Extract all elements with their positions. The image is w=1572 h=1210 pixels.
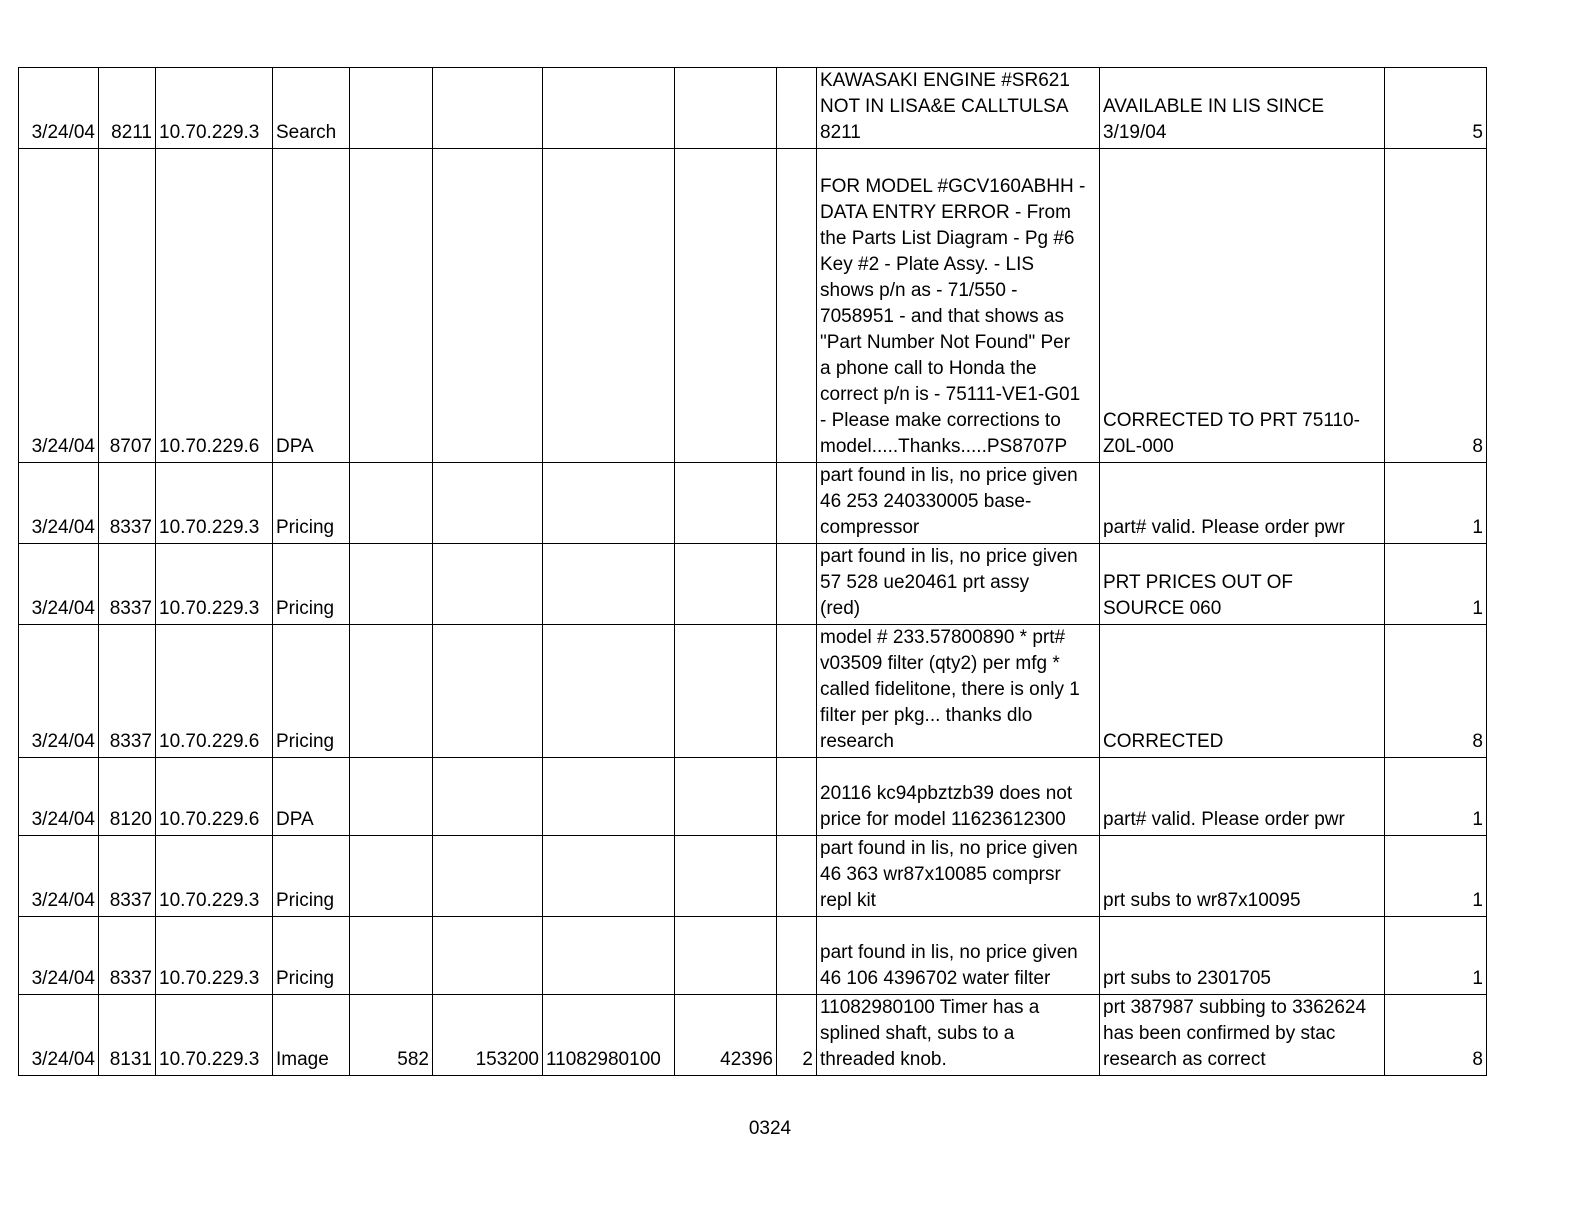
code-cell: 1 xyxy=(1385,758,1487,836)
col8-cell xyxy=(675,917,777,995)
col6-cell xyxy=(433,149,543,463)
issue-cell: part found in lis, no price given 46 106 4396702 water filter xyxy=(817,917,1100,995)
table-row xyxy=(19,758,1487,836)
col6-cell xyxy=(433,544,543,625)
id-cell: 8131 xyxy=(99,995,156,1076)
table-row xyxy=(19,995,1487,1076)
id-cell: 8337 xyxy=(99,917,156,995)
resolution-cell: part# valid. Please order pwr xyxy=(1100,758,1385,836)
col8-cell xyxy=(675,836,777,917)
col9-cell xyxy=(777,917,817,995)
type-cell: Search xyxy=(273,68,350,149)
col5-cell xyxy=(350,68,433,149)
table-row xyxy=(19,463,1487,544)
col8-cell xyxy=(675,758,777,836)
type-cell: Pricing xyxy=(273,544,350,625)
col6-cell xyxy=(433,463,543,544)
col8-cell xyxy=(675,463,777,544)
col9-cell xyxy=(777,836,817,917)
table-row xyxy=(19,917,1487,995)
col6-cell: 153200 xyxy=(433,995,543,1076)
table-row xyxy=(19,68,1487,149)
type-cell: Pricing xyxy=(273,917,350,995)
table-row xyxy=(19,836,1487,917)
id-cell: 8120 xyxy=(99,758,156,836)
issue-cell: 20116 kc94pbztzb39 does not price for model 11623612300 xyxy=(817,758,1100,836)
code-cell: 8 xyxy=(1385,625,1487,758)
date-cell: 3/24/04 xyxy=(19,836,99,917)
ip-cell: 10.70.229.6 xyxy=(156,758,273,836)
table-row xyxy=(19,625,1487,758)
id-cell: 8337 xyxy=(99,463,156,544)
issue-cell: FOR MODEL #GCV160ABHH - DATA ENTRY ERROR - From the Parts List Diagram - Pg #6 Key #2 - Plate Assy. - LIS shows p/n as - 71/550 - 7058951 - and that shows as "Part Number Not Found" Per a phone call to Honda the correct p/n is - 75111-VE1-G01 - Please make corrections to model.....Thanks.....PS8707P xyxy=(817,149,1100,463)
col5-cell xyxy=(350,625,433,758)
code-cell: 1 xyxy=(1385,917,1487,995)
col8-cell xyxy=(675,68,777,149)
code-cell: 1 xyxy=(1385,544,1487,625)
col6-cell xyxy=(433,68,543,149)
issue-cell: part found in lis, no price given 57 528 ue20461 prt assy (red) xyxy=(817,544,1100,625)
code-cell: 8 xyxy=(1385,995,1487,1076)
log-table xyxy=(18,67,1487,1076)
resolution-cell: prt subs to wr87x10095 xyxy=(1100,836,1385,917)
date-cell: 3/24/04 xyxy=(19,463,99,544)
id-cell: 8337 xyxy=(99,836,156,917)
code-cell: 8 xyxy=(1385,149,1487,463)
ip-cell: 10.70.229.3 xyxy=(156,836,273,917)
type-cell: Pricing xyxy=(273,836,350,917)
resolution-cell: CORRECTED xyxy=(1100,625,1385,758)
ip-cell: 10.70.229.6 xyxy=(156,149,273,463)
col6-cell xyxy=(433,758,543,836)
col8-cell: 42396 xyxy=(675,995,777,1076)
resolution-cell: PRT PRICES OUT OF SOURCE 060 xyxy=(1100,544,1385,625)
col5-cell xyxy=(350,836,433,917)
issue-cell: 11082980100 Timer has a splined shaft, subs to a threaded knob. xyxy=(817,995,1100,1076)
col8-cell xyxy=(675,149,777,463)
id-cell: 8211 xyxy=(99,68,156,149)
col7-cell xyxy=(543,463,675,544)
col7-cell xyxy=(543,544,675,625)
id-cell: 8707 xyxy=(99,149,156,463)
col6-cell xyxy=(433,625,543,758)
type-cell: Image xyxy=(273,995,350,1076)
id-cell: 8337 xyxy=(99,625,156,758)
col5-cell xyxy=(350,917,433,995)
resolution-cell: part# valid. Please order pwr xyxy=(1100,463,1385,544)
col9-cell xyxy=(777,758,817,836)
col6-cell xyxy=(433,836,543,917)
page-number: 0324 xyxy=(748,1118,792,1139)
col7-cell xyxy=(543,758,675,836)
issue-cell: part found in lis, no price given 46 253 240330005 base- compressor xyxy=(817,463,1100,544)
type-cell: DPA xyxy=(273,149,350,463)
col5-cell xyxy=(350,758,433,836)
ip-cell: 10.70.229.3 xyxy=(156,995,273,1076)
ip-cell: 10.70.229.3 xyxy=(156,68,273,149)
resolution-cell: CORRECTED TO PRT 75110- Z0L-000 xyxy=(1100,149,1385,463)
ip-cell: 10.70.229.6 xyxy=(156,625,273,758)
issue-cell: model # 233.57800890 * prt# v03509 filter (qty2) per mfg * called fidelitone, there is only 1 filter per pkg... thanks dlo research xyxy=(817,625,1100,758)
col9-cell xyxy=(777,463,817,544)
col5-cell xyxy=(350,463,433,544)
col9-cell xyxy=(777,625,817,758)
code-cell: 5 xyxy=(1385,68,1487,149)
col5-cell xyxy=(350,149,433,463)
col7-cell: 11082980100 xyxy=(543,995,675,1076)
col5-cell: 582 xyxy=(350,995,433,1076)
date-cell: 3/24/04 xyxy=(19,758,99,836)
issue-cell: KAWASAKI ENGINE #SR621 NOT IN LISA&E CALLTULSA 8211 xyxy=(817,68,1100,149)
table-row xyxy=(19,544,1487,625)
code-cell: 1 xyxy=(1385,463,1487,544)
col7-cell xyxy=(543,68,675,149)
issue-cell: part found in lis, no price given 46 363 wr87x10085 comprsr repl kit xyxy=(817,836,1100,917)
table-row xyxy=(19,149,1487,463)
date-cell: 3/24/04 xyxy=(19,917,99,995)
date-cell: 3/24/04 xyxy=(19,68,99,149)
col9-cell: 2 xyxy=(777,995,817,1076)
col7-cell xyxy=(543,917,675,995)
col6-cell xyxy=(433,917,543,995)
type-cell: DPA xyxy=(273,758,350,836)
date-cell: 3/24/04 xyxy=(19,625,99,758)
col7-cell xyxy=(543,149,675,463)
col7-cell xyxy=(543,625,675,758)
resolution-cell: prt 387987 subbing to 3362624 has been confirmed by stac research as correct xyxy=(1100,995,1385,1076)
col9-cell xyxy=(777,68,817,149)
resolution-cell: AVAILABLE IN LIS SINCE 3/19/04 xyxy=(1100,68,1385,149)
col5-cell xyxy=(350,544,433,625)
date-cell: 3/24/04 xyxy=(19,995,99,1076)
col8-cell xyxy=(675,544,777,625)
type-cell: Pricing xyxy=(273,463,350,544)
col7-cell xyxy=(543,836,675,917)
col9-cell xyxy=(777,149,817,463)
ip-cell: 10.70.229.3 xyxy=(156,544,273,625)
col9-cell xyxy=(777,544,817,625)
col8-cell xyxy=(675,625,777,758)
ip-cell: 10.70.229.3 xyxy=(156,917,273,995)
type-cell: Pricing xyxy=(273,625,350,758)
resolution-cell: prt subs to 2301705 xyxy=(1100,917,1385,995)
date-cell: 3/24/04 xyxy=(19,149,99,463)
date-cell: 3/24/04 xyxy=(19,544,99,625)
code-cell: 1 xyxy=(1385,836,1487,917)
id-cell: 8337 xyxy=(99,544,156,625)
ip-cell: 10.70.229.3 xyxy=(156,463,273,544)
